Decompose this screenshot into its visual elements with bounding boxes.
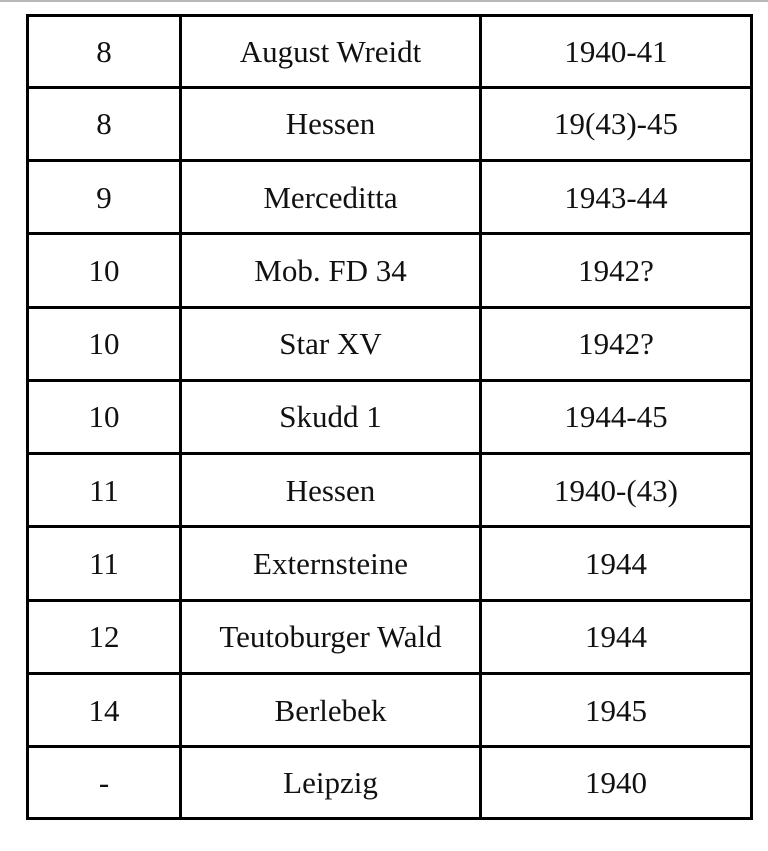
years-cell: 1940-(43) <box>481 454 751 527</box>
name-cell: Star XV <box>181 307 481 380</box>
years-cell: 1945 <box>481 674 751 747</box>
table-row <box>29 234 750 307</box>
years-cell: 1940 <box>481 747 751 817</box>
table-row <box>29 454 750 527</box>
years-cell: 1944-45 <box>481 380 751 453</box>
table-row <box>29 17 750 87</box>
ships-table <box>29 17 750 817</box>
years-cell: 19(43)-45 <box>481 87 751 160</box>
years-cell: 1944 <box>481 600 751 673</box>
number-cell: 9 <box>29 160 181 233</box>
number-cell: 10 <box>29 307 181 380</box>
table-row <box>29 380 750 453</box>
number-cell: 11 <box>29 527 181 600</box>
name-cell: Mob. FD 34 <box>181 234 481 307</box>
table-row <box>29 747 750 817</box>
name-cell: Merceditta <box>181 160 481 233</box>
years-cell: 1943-44 <box>481 160 751 233</box>
years-cell: 1942? <box>481 307 751 380</box>
number-cell: - <box>29 747 181 817</box>
table-row <box>29 600 750 673</box>
number-cell: 10 <box>29 380 181 453</box>
number-cell: 8 <box>29 17 181 87</box>
number-cell: 8 <box>29 87 181 160</box>
ships-table-frame <box>26 14 753 820</box>
name-cell: Berlebek <box>181 674 481 747</box>
top-divider <box>0 0 768 2</box>
years-cell: 1940-41 <box>481 17 751 87</box>
table-row <box>29 527 750 600</box>
name-cell: Leipzig <box>181 747 481 817</box>
years-cell: 1944 <box>481 527 751 600</box>
table-row <box>29 87 750 160</box>
table-row <box>29 674 750 747</box>
table-row <box>29 307 750 380</box>
number-cell: 11 <box>29 454 181 527</box>
name-cell: Skudd 1 <box>181 380 481 453</box>
name-cell: August Wreidt <box>181 17 481 87</box>
table-row <box>29 160 750 233</box>
name-cell: Externsteine <box>181 527 481 600</box>
number-cell: 12 <box>29 600 181 673</box>
name-cell: Hessen <box>181 454 481 527</box>
name-cell: Hessen <box>181 87 481 160</box>
name-cell: Teutoburger Wald <box>181 600 481 673</box>
number-cell: 10 <box>29 234 181 307</box>
years-cell: 1942? <box>481 234 751 307</box>
number-cell: 14 <box>29 674 181 747</box>
